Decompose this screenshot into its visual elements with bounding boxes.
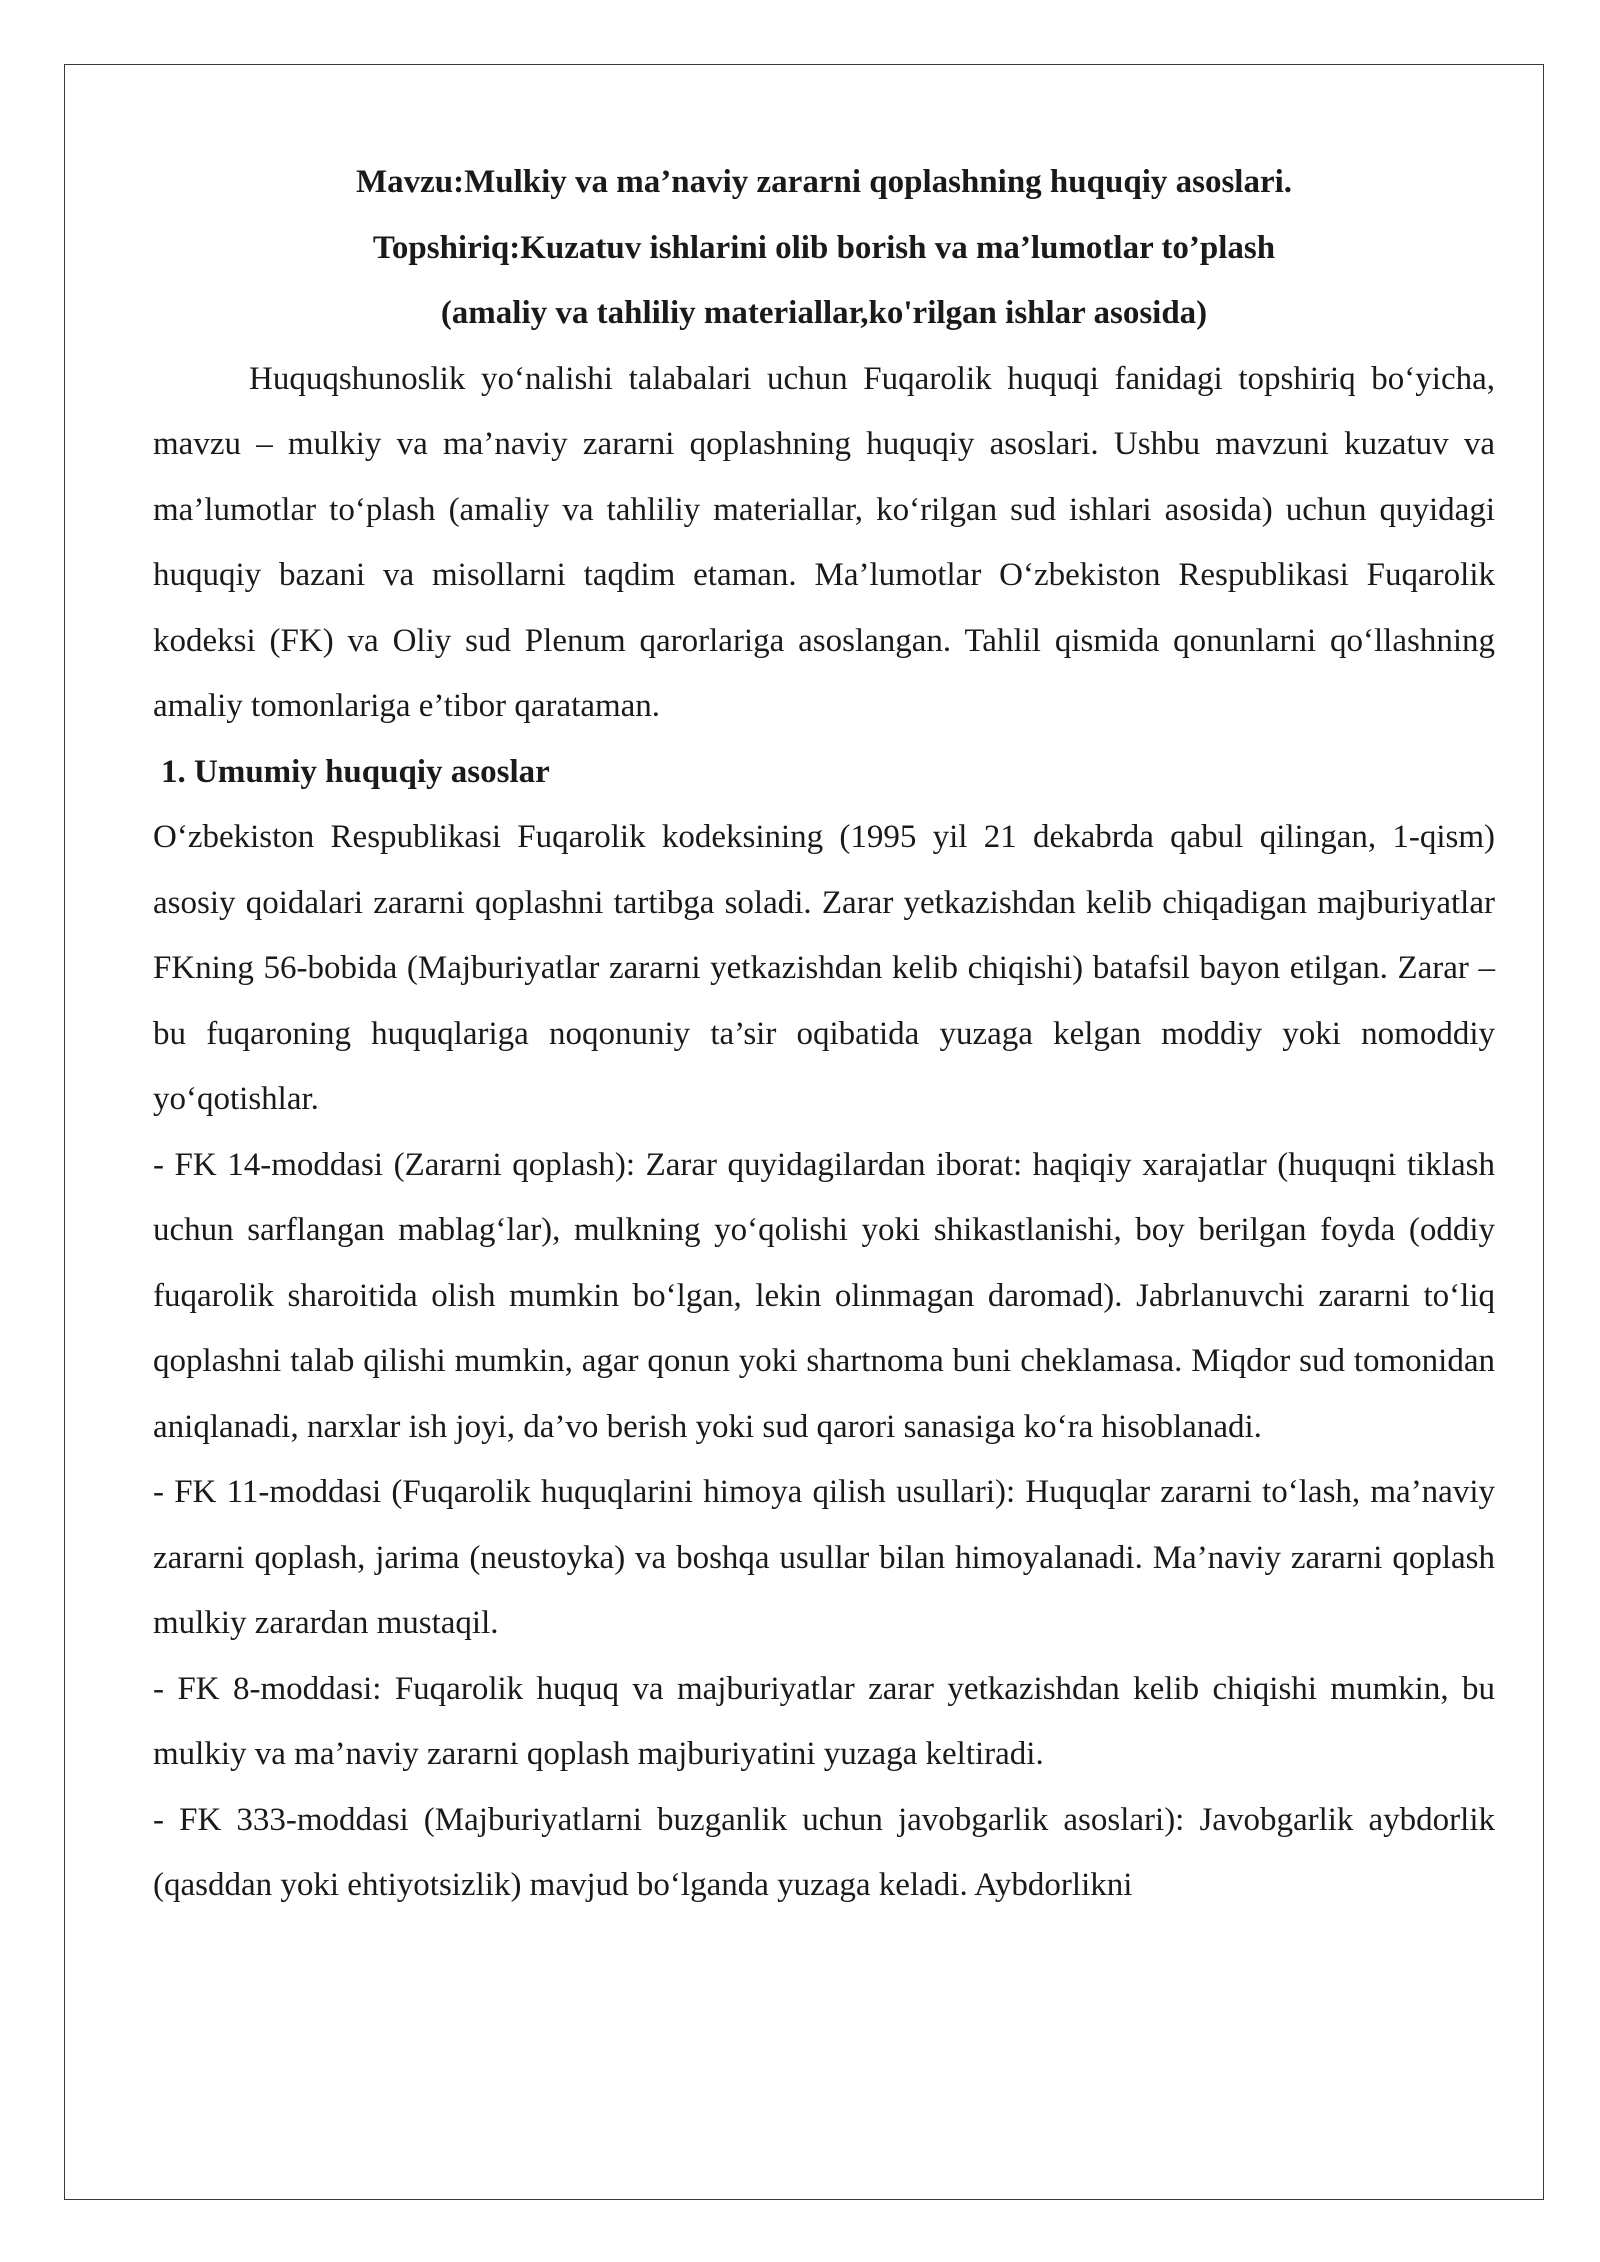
- section-title: 1. Umumiy huquqiy asoslar: [161, 753, 550, 790]
- intro-paragraph: Huquqshunoslik yo‘nalishi talabalari uchun Fuqarolik huquqi fanidagi topshiriq bo‘yicha, mavzu – mulkiy va ma’naviy zararni qoplashning huquqiy asoslari. Ushbu mavzuni kuzatuv va ma’lumotlar to‘plash (amaliy va tahliliy materiallar, ko‘rilgan sud ishlari asosida) uchun quyidagi huquqiy bazani va misollarni taqdim etaman. Ma’lumotlar O‘zbekiston Respublikasi Fuqarolik kodeksi (FK) va Oliy sud Plenum qarorlariga asoslangan. Tahlil qismida qonunlarni qo‘llashning amaliy tomonlariga e’tibor qarataman.: [153, 360, 1495, 724]
- task-heading: Topshiriq:Kuzatuv ishlarini olib borish va ma’lumotlar to’plash: [372, 229, 1276, 266]
- paragraph-article-14: - FK 14-moddasi (Zararni qoplash): Zarar quyidagilardan iborat: haqiqiy xarajatlar (huquqni tiklash uchun sarflangan mablag‘lar), mulkning yo‘qolishi yoki shikastlanishi, boy berilgan foyda (oddiy fuqarolik sharoitida olish mumkin bo‘lgan, lekin olinmagan daromad). Jabrlanuvchi zararni to‘liq qoplashni talab qilishi mumkin, agar qonun yoki shartnoma buni cheklamasa. Miqdor sud tomonidan aniqlanadi, narxlar ish joyi, da’vo berish yoki sud qarori sanasiga ko‘ra hisoblanadi.: [153, 1146, 1495, 1445]
- paragraph-article-11: - FK 11-moddasi (Fuqarolik huquqlarini himoya qilish usullari): Huquqlar zararni to‘lash, ma’naviy zararni qoplash, jarima (neustoyka) va boshqa usullar bilan himoyalanadi. Ma’naviy zararni qoplash mulkiy zarardan mustaqil.: [153, 1474, 1495, 1641]
- topic-heading: Mavzu:Mulkiy va ma’naviy zararni qoplashning huquqiy asoslari.: [355, 164, 1293, 200]
- task-subheading: (amaliy va tahliliy materiallar,ko'rilgan ishlar asosida): [440, 295, 1208, 331]
- paragraph-article-333: - FK 333-moddasi (Majburiyatlarni buzganlik uchun javobgarlik asoslari): Javobgarlik aybdorlik (qasddan yoki ehtiyotsizlik) mavjud bo‘lganda yuzaga keladi. Aybdorlikni: [153, 1801, 1495, 1903]
- paragraph-general: O‘zbekiston Respublikasi Fuqarolik kodeksining (1995 yil 21 dekabrda qabul qilingan, 1-qism) asosiy qoidalari zararni qoplashni tartibga soladi. Zarar yetkazishdan kelib chiqadigan majburiyatlar FKning 56-bobida (Majburiyatlar zararni yetkazishdan kelib chiqishi) batafsil bayon etilgan. Zarar – bu fuqaroning huquqlariga noqonuniy ta’sir oqibatida yuzaga kelgan moddiy yoki nomoddiy yo‘qotishlar.: [153, 819, 1495, 1117]
- document-body: [153, 150, 1495, 1919]
- paragraph-article-8: - FK 8-moddasi: Fuqarolik huquq va majburiyatlar zarar yetkazishdan kelib chiqishi mumkin, bu mulkiy va ma’naviy zararni qoplash majburiyatini yuzaga keltiradi.: [153, 1670, 1495, 1772]
